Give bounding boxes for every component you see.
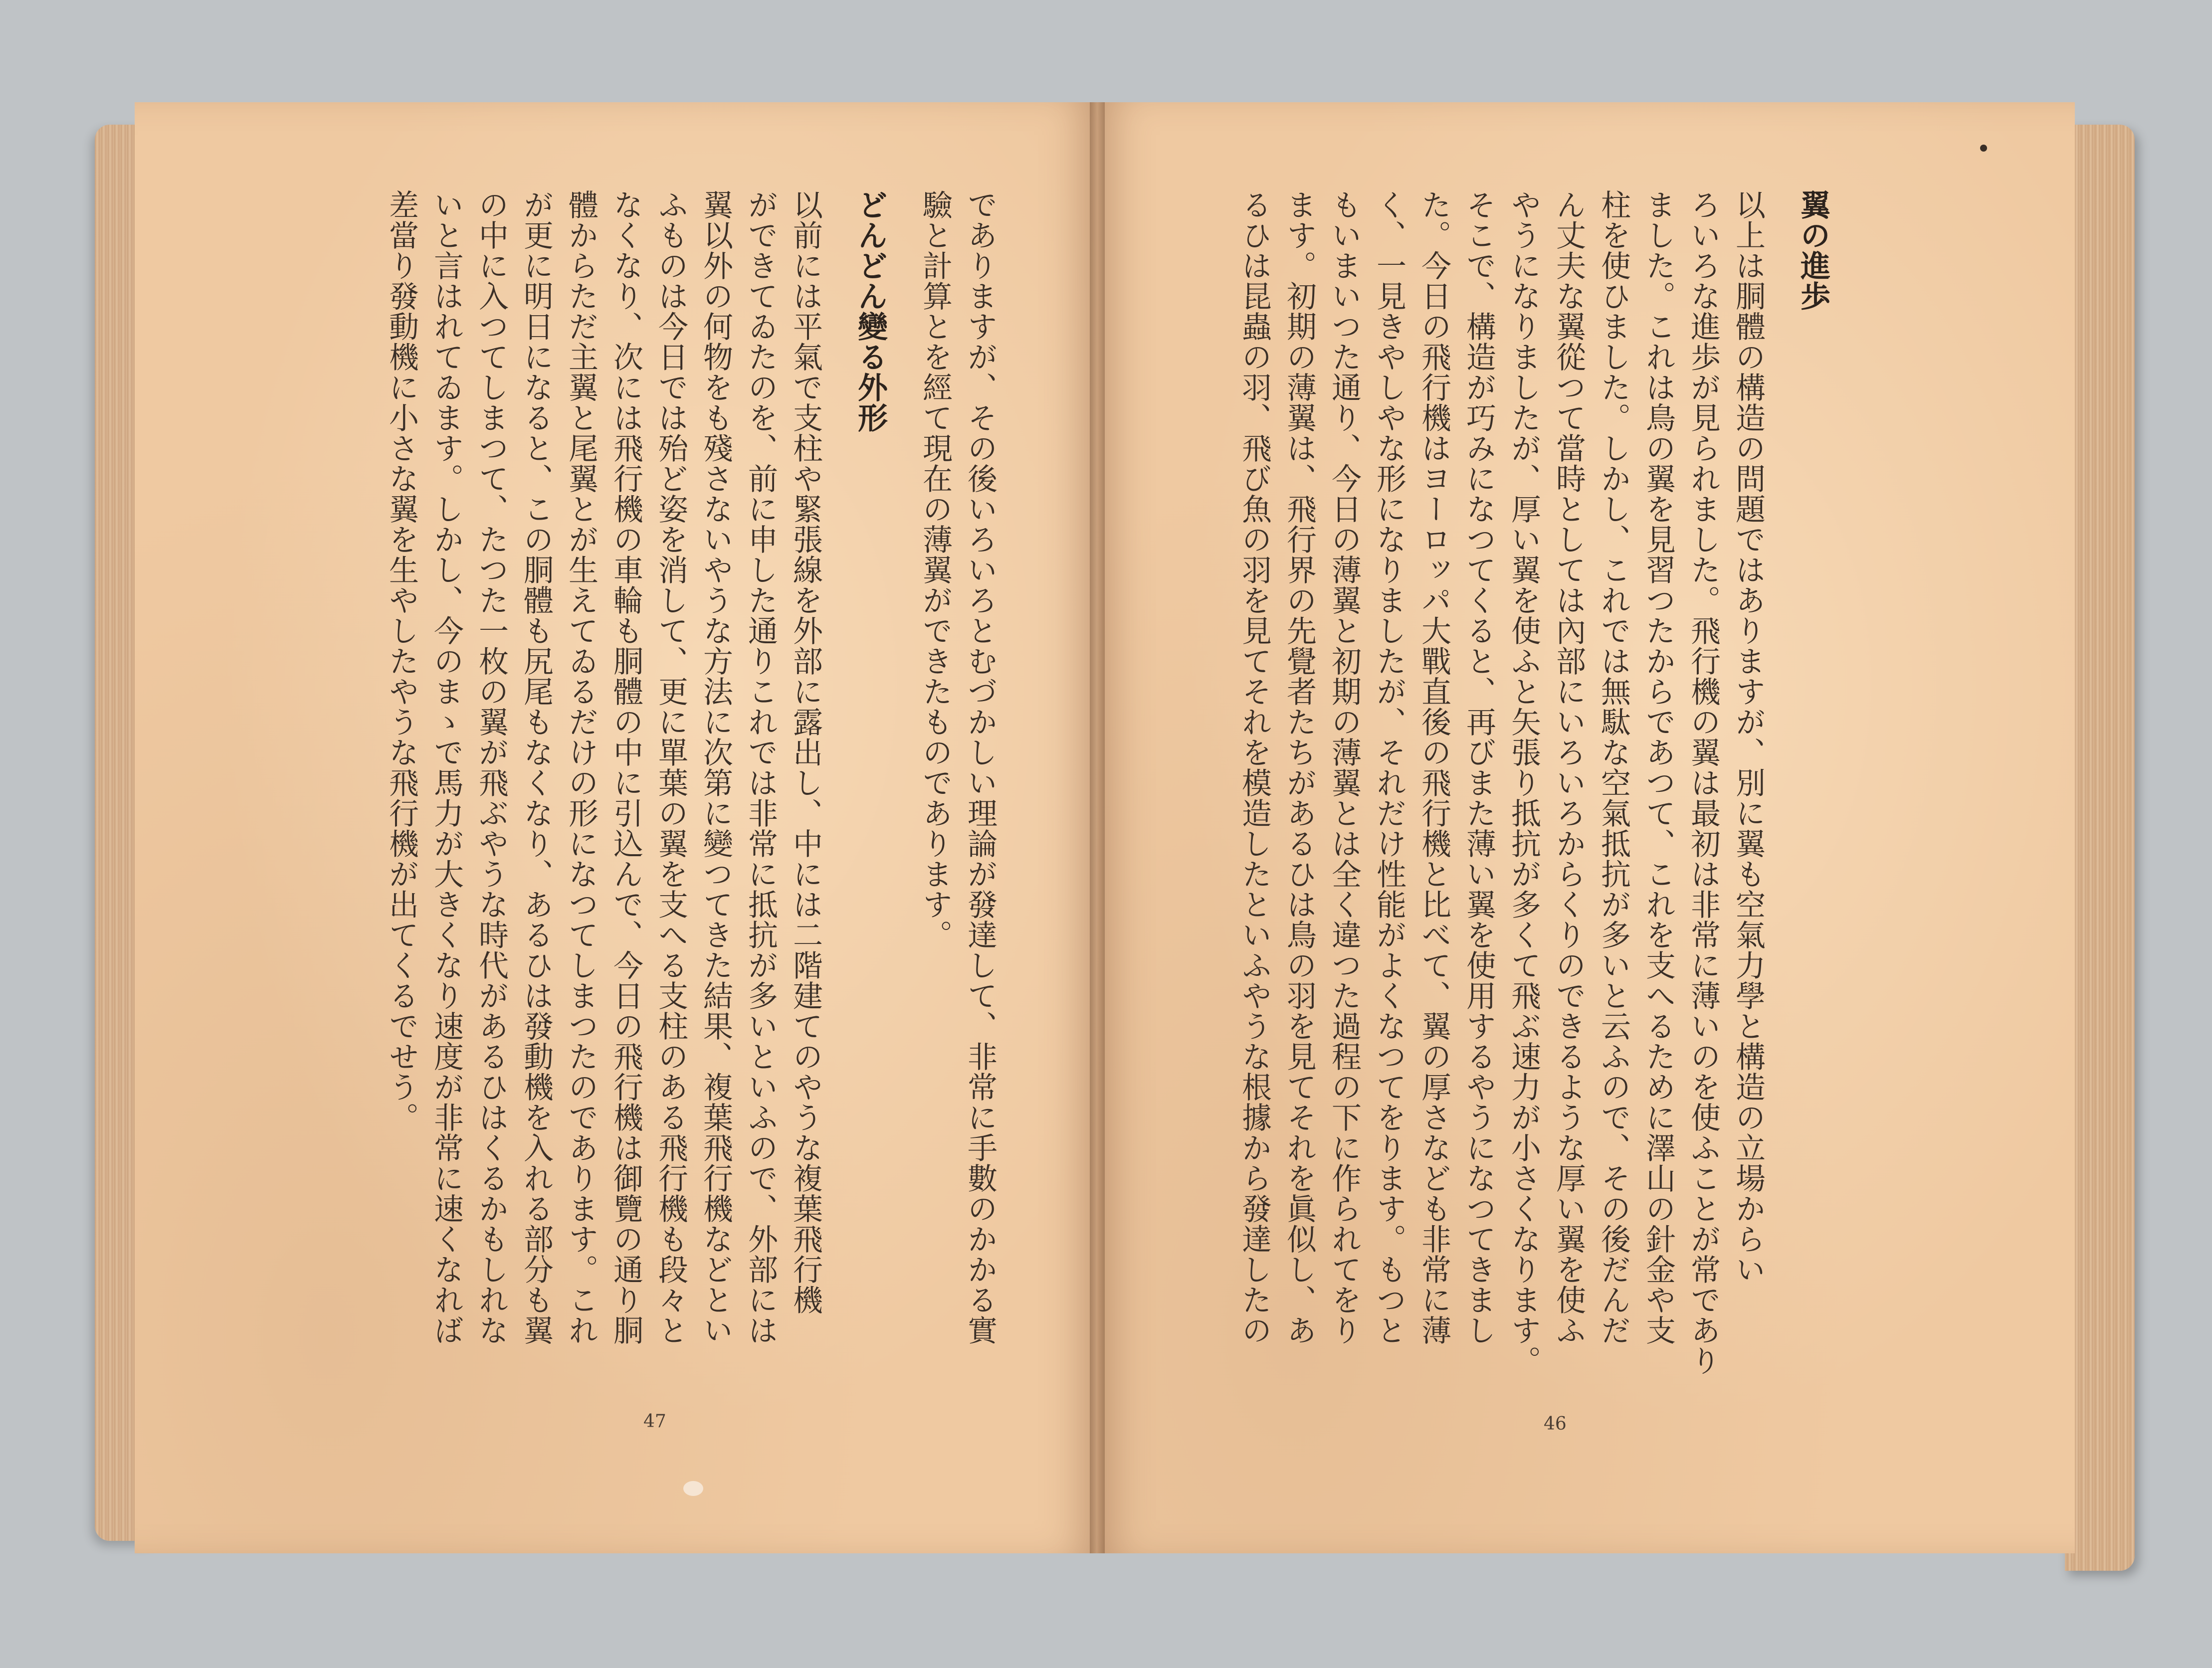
- text-line: いと言はれてゐます。しかし、今のまゝで馬力が大きくなり速度が非常に速くなれば: [429, 189, 464, 1345]
- page-number-left: 47: [643, 1411, 666, 1432]
- text-line: 以上は胴體の構造の問題ではありますが、別に翼も空氣力學と構造の立場からい: [1731, 189, 1766, 1285]
- section-gap: [893, 189, 913, 1466]
- text-line: 柱を使ひました。しかし、これでは無駄な空氣抵抗が多いと云ふので、その後だんだ: [1596, 189, 1631, 1345]
- text-line: ん丈夫な翼從つて當時としては內部にいろいろからくりのできるような厚い翼を使ふ: [1551, 189, 1586, 1345]
- paper-stain: [683, 1481, 703, 1496]
- text-line: ふものは今日では殆ど姿を消して、更に單葉の翼を支へる支柱のある飛行機も段々と: [653, 189, 688, 1345]
- text-line: ろいろな進歩が見られました。飛行機の翼は最初は非常に薄いのを使ふことが常であり: [1686, 189, 1721, 1376]
- left-page-text: [279, 189, 1003, 1466]
- text-line: 驗と計算とを經て現在の薄翼ができたものであります。: [918, 189, 953, 950]
- text-line: ます。初期の薄翼は、飛行界の先覺者たちがあるひは鳥の羽を見てそれを眞似し、あ: [1282, 189, 1317, 1345]
- section-heading-wing-progress: 翼の進歩: [1796, 189, 1830, 311]
- right-page-stack: [2065, 125, 2135, 1571]
- text-line: が更に明日になると、この胴體も尻尾もなくなり、あるひは發動機を入れる部分も翼: [519, 189, 554, 1345]
- text-line: 體からただ主翼と尾翼とが生えてゐるだけの形になつてしまつたのであります。これ: [564, 189, 599, 1345]
- right-page-text: [1192, 189, 1835, 1466]
- heading-gap: [1771, 189, 1791, 1466]
- text-line: ができてゐたのを、前に申した通りこれでは非常に抵抗が多いといふので、外部には: [743, 189, 778, 1345]
- text-line: 以前には平氣で支柱や緊張線を外部に露出し、中には二階建てのやうな複葉飛行機: [788, 189, 823, 1315]
- text-line: 差當り發動機に小さな翼を生やしたやうな飛行機が出てくるでせう。: [384, 189, 419, 1132]
- text-line: そこで、構造が巧みになつてくると、再びまた薄い翼を使用するやうになつてきまし: [1461, 189, 1496, 1345]
- text-line: でありますが、その後いろいろとむづかしい理論が發達して、非常に手數のかかる實: [963, 189, 998, 1345]
- text-line: もいまいつた通り、今日の薄翼と初期の薄翼とは全く違つた過程の下に作られてをり: [1327, 189, 1362, 1345]
- text-line: く、一見きやしやな形になりましたが、それだけ性能がよくなつてをります。もつと: [1372, 189, 1407, 1345]
- text-line: 翼以外の何物をも殘さないやうな方法に次第に變つてきた結果、複葉飛行機などとい: [698, 189, 733, 1345]
- heading-gap: [828, 189, 848, 1466]
- ink-dot: [1980, 145, 1987, 152]
- text-line: ました。これは鳥の翼を見習つたからであつて、これを支へるために澤山の針金や支: [1641, 189, 1676, 1345]
- book-gutter: [1090, 102, 1105, 1553]
- section-heading-changing-shape: どんどん變る外形: [853, 189, 888, 433]
- text-line: やうになりましたが、厚い翼を使ふと矢張り抵抗が多くて飛ぶ速力が小さくなります。: [1506, 189, 1541, 1376]
- text-line: るひは昆蟲の羽、飛び魚の羽を見てそれを模造したといふやうな根據から發達したの: [1237, 189, 1272, 1345]
- text-line: なくなり、次には飛行機の車輪も胴體の中に引込んで、今日の飛行機は御覽の通り胴: [608, 189, 643, 1345]
- text-line: の中に入つてしまつて、たつた一枚の翼が飛ぶやうな時代があるひはくるかもしれな: [474, 189, 509, 1345]
- page-number-right: 46: [1544, 1414, 1567, 1434]
- text-line: た。今日の飛行機はヨーロッパ大戰直後の飛行機と比べて、翼の厚さなども非常に薄: [1416, 189, 1451, 1345]
